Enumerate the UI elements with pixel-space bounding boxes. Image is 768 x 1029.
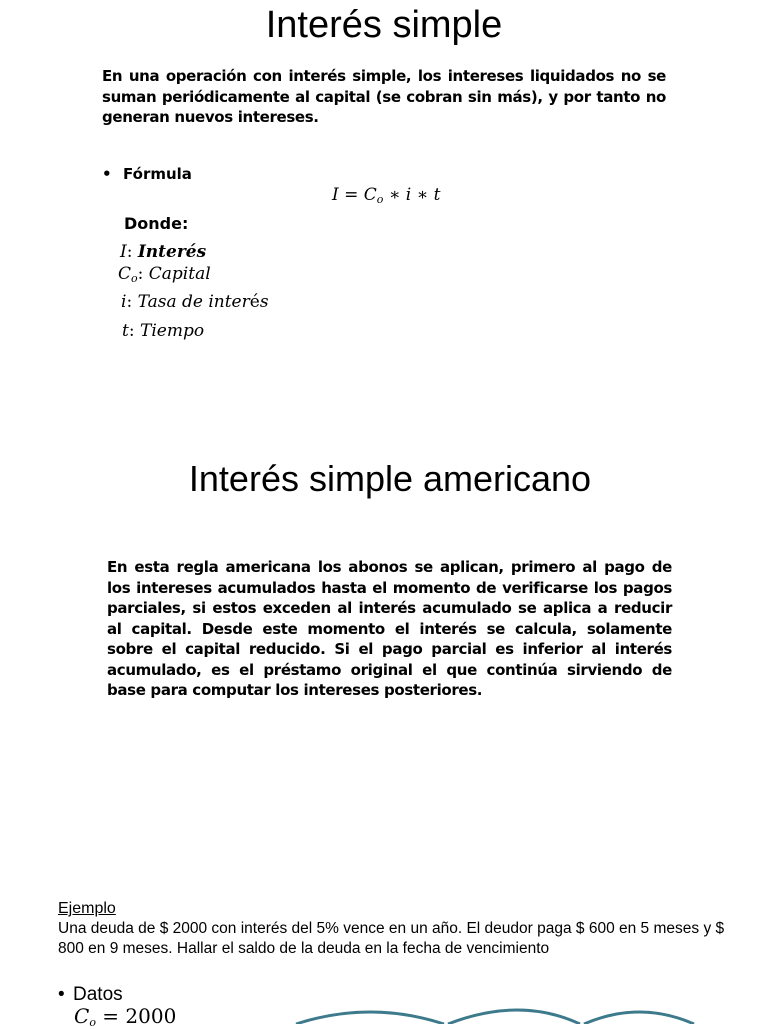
formula-bullet [102,165,192,183]
formula-equation [332,185,440,206]
formula-label: Fórmula [123,165,192,183]
datos-capital [74,1004,176,1029]
timeline-arc-1 [296,1012,444,1024]
formula-lhs: I [332,185,339,205]
definition-tasa [121,292,269,312]
slide-title-interes-simple: Interés simple [265,4,503,46]
definition-separator: : [126,242,138,262]
bullet-dot-icon: • [102,165,112,183]
bullet-dot-icon: • [58,984,65,1005]
formula-rest: ∗ i ∗ t [383,185,441,205]
formula-capital-sub: o [376,193,384,206]
ejemplo-text: Una deuda de $ 2000 con interés del 5% vence en un año. El deudor paga $ 600 en 5 meses y $ 800 en 9 meses. Hallar el saldo de la deuda en la fecha de vencimiento [58,920,725,957]
definition-symbol: I [120,242,127,262]
datos-capital-value: 2000 [125,1004,177,1028]
definition-text-b: é [249,292,260,312]
intro-paragraph: En una operación con interés simple, los intereses liquidados no se suman periódicamente al capital (se cobran sin más), y por tanto no generan nuevos intereses. [102,67,666,126]
datos-capital-equals: = [95,1004,126,1028]
definition-symbol-sub: o [131,272,138,285]
ejemplo-heading: Ejemplo [58,900,116,917]
definition-text: Interés [137,242,207,262]
definition-capital [118,264,211,285]
definition-separator: : [128,321,140,341]
datos-capital-symbol: C [74,1004,90,1028]
definition-text-a: Tasa de inter [137,292,250,312]
timeline-arc-2 [448,1010,580,1024]
formula-equals: = [338,185,364,205]
donde-label: Donde: [124,214,189,233]
definition-separator: : [126,292,138,312]
timeline-arc-3 [584,1012,694,1024]
definition-text-c: s [259,292,269,312]
definition-separator: : [137,264,149,284]
definition-symbol: i [121,292,127,312]
definition-interes [120,242,206,262]
definition-text: Capital [148,264,211,284]
formula-capital: C [363,185,377,205]
datos-capital-sub: o [89,1016,96,1029]
datos-label: Datos [73,984,123,1005]
definition-symbol: C [118,264,132,284]
americano-paragraph: En esta regla americana los abonos se aplican, primero al pago de los intereses acumulados hasta el momento de verificarse los pagos parciales, si estos exceden al interés acumulado se aplica a reducir al capital. Desde este momento el interés se calcula, solamente sobre el capital reducido. Si el pago parcial es inferior al interés acumulado, es el préstamo original el que continúa sirviendo de base para computar los intereses posteriores. [107,558,672,699]
definition-tiempo [122,321,204,341]
datos-bullet [58,984,123,1006]
slide-title-interes-americano: Interés simple americano [188,458,592,499]
definition-symbol: t [122,321,129,341]
definition-text: Tiempo [139,321,205,341]
